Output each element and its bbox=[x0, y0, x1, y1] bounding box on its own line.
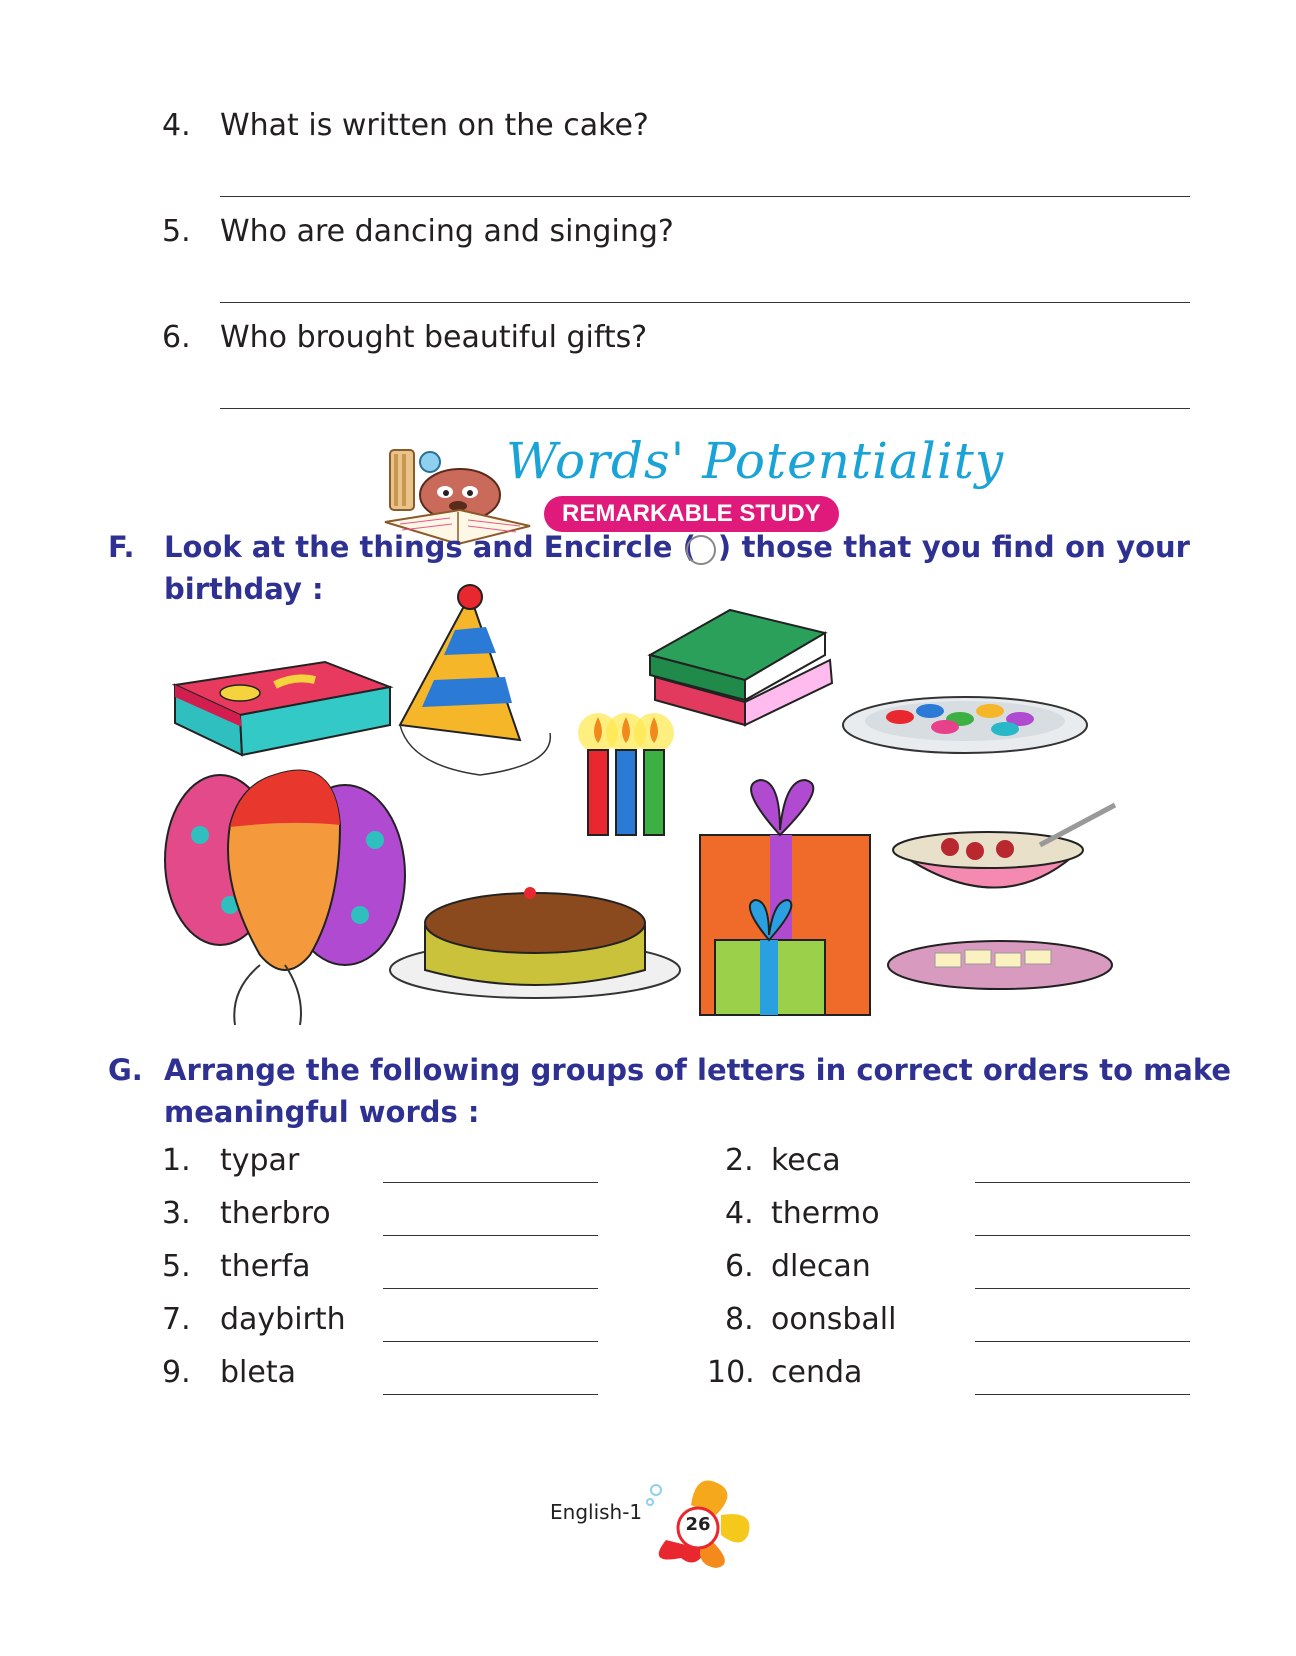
question-number: 5. bbox=[162, 214, 191, 249]
answer-blank[interactable] bbox=[383, 1394, 598, 1395]
section-instruction: Look at the things and Encircle ( bbox=[164, 530, 696, 564]
answer-blank[interactable] bbox=[975, 1235, 1190, 1236]
answer-blank[interactable] bbox=[975, 1182, 1190, 1183]
word-number: 9. bbox=[162, 1355, 191, 1390]
sweets-plate-icon[interactable] bbox=[888, 941, 1112, 989]
candles-icon[interactable] bbox=[578, 713, 674, 835]
scrambled-word: daybirth bbox=[220, 1302, 346, 1337]
answer-blank[interactable] bbox=[383, 1182, 598, 1183]
section-instruction-line2: meaningful words : bbox=[164, 1095, 480, 1129]
question-number: 6. bbox=[162, 320, 191, 355]
scrambled-word: therbro bbox=[220, 1196, 331, 1231]
gift-boxes-icon[interactable] bbox=[700, 780, 870, 1015]
section-label: G. bbox=[108, 1053, 143, 1087]
answer-line[interactable] bbox=[220, 196, 1190, 197]
birthday-items-picture bbox=[160, 605, 1232, 1087]
word-number: 4. bbox=[725, 1196, 754, 1231]
lunch-box-icon[interactable] bbox=[175, 662, 390, 755]
scrambled-word: dlecan bbox=[771, 1249, 871, 1284]
scrambled-word: therfa bbox=[220, 1249, 311, 1284]
word-number: 8. bbox=[725, 1302, 754, 1337]
scrambled-word: keca bbox=[771, 1143, 841, 1178]
answer-blank[interactable] bbox=[383, 1235, 598, 1236]
word-number: 5. bbox=[162, 1249, 191, 1284]
page-footer bbox=[550, 1470, 760, 1560]
banner-title: Words' Potentiality bbox=[506, 432, 1005, 490]
word-number: 2. bbox=[725, 1143, 754, 1178]
candies-plate-icon[interactable] bbox=[843, 697, 1087, 753]
question-number: 4. bbox=[162, 108, 191, 143]
answer-blank[interactable] bbox=[383, 1341, 598, 1342]
scrambled-word: oonsball bbox=[771, 1302, 897, 1337]
book-title: English-1 bbox=[550, 1500, 643, 1524]
question-text: Who brought beautiful gifts? bbox=[220, 320, 648, 355]
question-text: What is written on the cake? bbox=[220, 108, 649, 143]
answer-blank[interactable] bbox=[975, 1394, 1190, 1395]
question-text: Who are dancing and singing? bbox=[220, 214, 674, 249]
answer-line[interactable] bbox=[220, 302, 1190, 303]
page-number: 26 bbox=[685, 1514, 711, 1535]
answer-blank[interactable] bbox=[383, 1288, 598, 1289]
cake-icon[interactable] bbox=[390, 887, 680, 998]
scrambled-word: bleta bbox=[220, 1355, 296, 1390]
answer-blank[interactable] bbox=[975, 1288, 1190, 1289]
section-instruction-line2: birthday : bbox=[164, 572, 324, 606]
soup-bowl-icon[interactable] bbox=[893, 805, 1115, 888]
section-label: F. bbox=[108, 530, 135, 564]
circle-symbol-icon bbox=[686, 535, 716, 565]
section-instruction-end: ) those that you find on your bbox=[717, 530, 1190, 564]
word-number: 10. bbox=[707, 1355, 755, 1390]
word-number: 1. bbox=[162, 1143, 191, 1178]
scrambled-word: thermo bbox=[771, 1196, 880, 1231]
section-instruction: Arrange the following groups of letters in correct orders to make bbox=[164, 1053, 1232, 1087]
books-icon[interactable] bbox=[650, 610, 832, 725]
word-number: 3. bbox=[162, 1196, 191, 1231]
party-hat-icon[interactable] bbox=[400, 585, 550, 775]
scrambled-word: typar bbox=[220, 1143, 300, 1178]
answer-blank[interactable] bbox=[975, 1341, 1190, 1342]
balloons-icon[interactable] bbox=[165, 771, 405, 1025]
word-number: 7. bbox=[162, 1302, 191, 1337]
banner-subtitle: REMARKABLE STUDY bbox=[544, 496, 839, 532]
word-number: 6. bbox=[725, 1249, 754, 1284]
scrambled-word: cenda bbox=[771, 1355, 863, 1390]
answer-line[interactable] bbox=[220, 408, 1190, 409]
